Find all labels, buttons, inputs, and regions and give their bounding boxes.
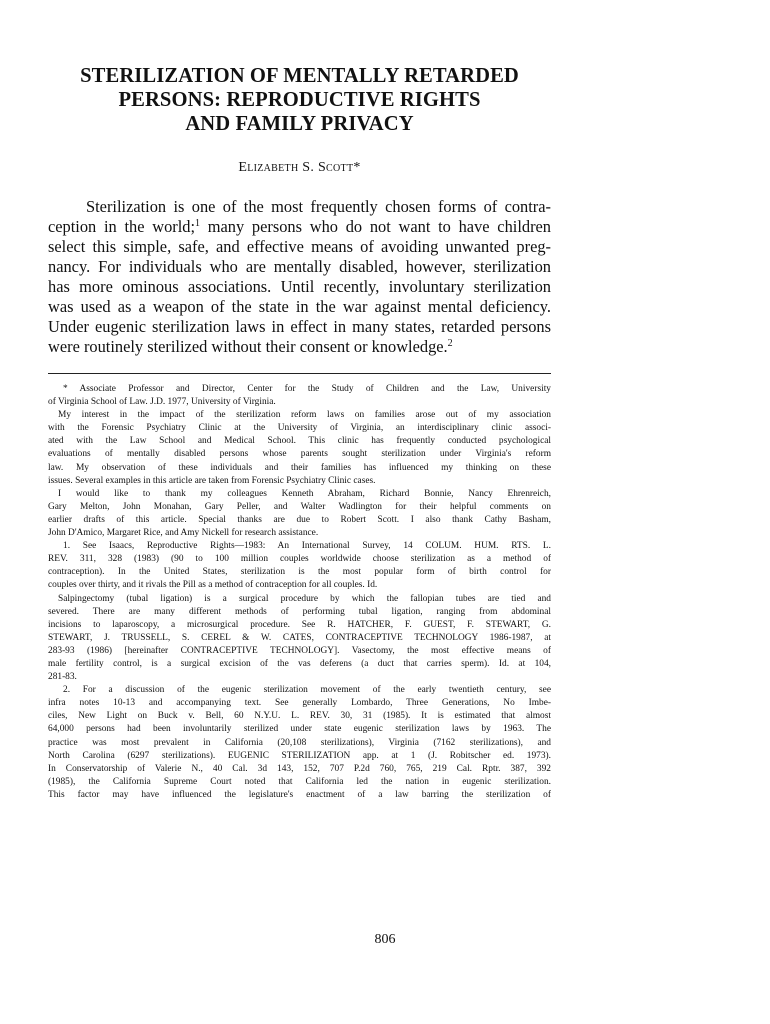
body-line: select this simple, safe, and effective means of avoiding unwanted preg-	[48, 237, 551, 256]
footnote-line: 1. See Isaacs, Reproductive Rights—1983: An International Survey, 14 COLUM. HUM. RTS. L.	[63, 541, 551, 552]
footnote-line: 281-83.	[48, 672, 77, 683]
footnote-line: incisions to laparoscopy, a microsurgical procedure. See R. HATCHER, F. GUEST, F. STEWART, G.	[48, 619, 551, 630]
footnote-line: couples over thirty, and it rivals the Pill as a method of contraception for all couples. Id.	[48, 580, 378, 591]
footnote-line: evaluations of mentally disabled persons whose parents sought sterilization under Virginia's reform	[48, 449, 551, 460]
footnote-line: ated with the Law School and Medical School. This clinic has frequently conducted psychological	[48, 436, 551, 447]
footnote-line: ciles, New Light on Buck v. Bell, 60 N.Y.U. L. REV. 30, 31 (1985). It is estimated that almost	[48, 711, 551, 722]
footnote-divider	[48, 373, 551, 374]
footnote-line: I would like to thank my colleagues Kenneth Abraham, Richard Bonnie, Nancy Ehrenreich,	[58, 488, 551, 499]
footnote-line: (1985), the California Supreme Court noted that California led the nation in eugenic sterilization.	[48, 776, 551, 787]
footnote-line: with the Forensic Psychiatry Clinic at the University of Virginia, an interdisciplinary clinic associ-	[48, 423, 551, 434]
body-paragraph	[48, 197, 551, 357]
body-line: were routinely sterilized without their consent or knowledge.$^2$	[48, 337, 453, 356]
footnote-line: 2. For a discussion of the eugenic sterilization movement of the early twentieth century, see	[63, 685, 551, 696]
body-line: Under eugenic sterilization laws in effect in many states, retarded persons	[48, 317, 551, 336]
footnote-line: Salpingectomy (tubal ligation) is a surgical procedure by which the fallopian tubes are tied and	[58, 593, 551, 604]
body-line: Sterilization is one of the most frequently chosen forms of contra-	[86, 197, 551, 216]
footnote-line: In Conservatorship of Valerie N., 40 Cal. 3d 143, 152, 707 P.2d 760, 765, 219 Cal. Rptr. 387, 392	[48, 763, 551, 774]
footnote-line: Gary Melton, John Monahan, Gary Peller, and Walter Wadlington for their helpful comments on	[48, 501, 551, 512]
page-number: 806	[374, 932, 396, 947]
footnote-ref-1[interactable]: 1	[195, 218, 201, 229]
footnote-line: 64,000 persons had been involuntarily sterilized under state eugenic sterilization laws by 1963. The	[48, 724, 551, 735]
footnote-line: practice was most prevalent in California (20,108 sterilizations), Virginia (7162 sterilizations), and	[48, 737, 551, 748]
title-line: PERSONS: REPRODUCTIVE RIGHTS	[118, 89, 481, 111]
footnote-line: infra notes 10-13 and accompanying text. See generally Lombardo, Three Generations, No Imbe-	[48, 698, 551, 709]
article-title	[48, 64, 551, 136]
footnote-line: of Virginia School of Law. J.D. 1977, University of Virginia.	[48, 397, 276, 408]
article-page	[48, 64, 551, 802]
author-name: Elizabeth S. Scott*	[238, 160, 361, 175]
footnote-line: This factor may have influenced the legislature's enactment of a law barring the sterilization of	[48, 789, 551, 800]
footnote-ref-2[interactable]: 2	[447, 338, 453, 349]
footnotes	[48, 383, 551, 802]
footnote-line: STEWART, J. TRUSSELL, S. CEREL & W. CATES, CONTRACEPTIVE TECHNOLOGY 1986-1987, at	[48, 632, 551, 643]
footnote-line: earlier drafts of this article. Special thanks are due to Robert Scott. I also thank Cathy Basham,	[48, 514, 551, 525]
footnote-line: * Associate Professor and Director, Center for the Study of Children and the Law, University	[63, 384, 551, 394]
footnote-line: male fertility control, is a surgical excision of the vas deferens (a duct that carries sperm). Id. at 104,	[48, 658, 551, 669]
title-line: AND FAMILY PRIVACY	[185, 113, 414, 135]
footnote-line: My interest in the impact of the sterilization reform laws on families arose out of my association	[58, 410, 551, 421]
body-line: ception in the world;$^1$ many persons who do not want to have children	[48, 217, 551, 236]
body-line: was used as a weapon of the state in the war against mental deficiency.	[48, 297, 551, 316]
footnote-line: issues. Several examples in this article are taken from Forensic Psychiatry Clinic cases.	[48, 475, 376, 486]
body-line: nancy. For individuals who are mentally disabled, however, sterilization	[48, 257, 551, 276]
footnote-line: contraception). In the United States, sterilization is the most popular form of birth control for	[48, 567, 551, 578]
footnote-line: North Carolina (6297 sterilizations). EUGENIC STERILIZATION app. at 1 (J. Robitscher ed. 1973).	[48, 750, 551, 761]
title-line: STERILIZATION OF MENTALLY RETARDED	[80, 65, 519, 87]
footnote-line: REV. 311, 328 (1983) (90 to 100 million couples worldwide choose sterilization as a method of	[48, 554, 551, 565]
footnote-line: John D'Amico, Margaret Rice, and Amy Nickell for research assistance.	[48, 528, 319, 539]
footnote-line: law. My observation of these individuals and their families has influenced my thinking on these	[48, 462, 551, 473]
body-line: has more ominous associations. Until recently, involuntary sterilization	[48, 277, 551, 296]
footnote-line: 283-93 (1986) [hereinafter CONTRACEPTIVE TECHNOLOGY]. Vasectomy, the most effective means of	[48, 645, 551, 656]
footnote-line: severed. There are many different methods of performing tubal ligation, ranging from abdominal	[48, 606, 551, 617]
